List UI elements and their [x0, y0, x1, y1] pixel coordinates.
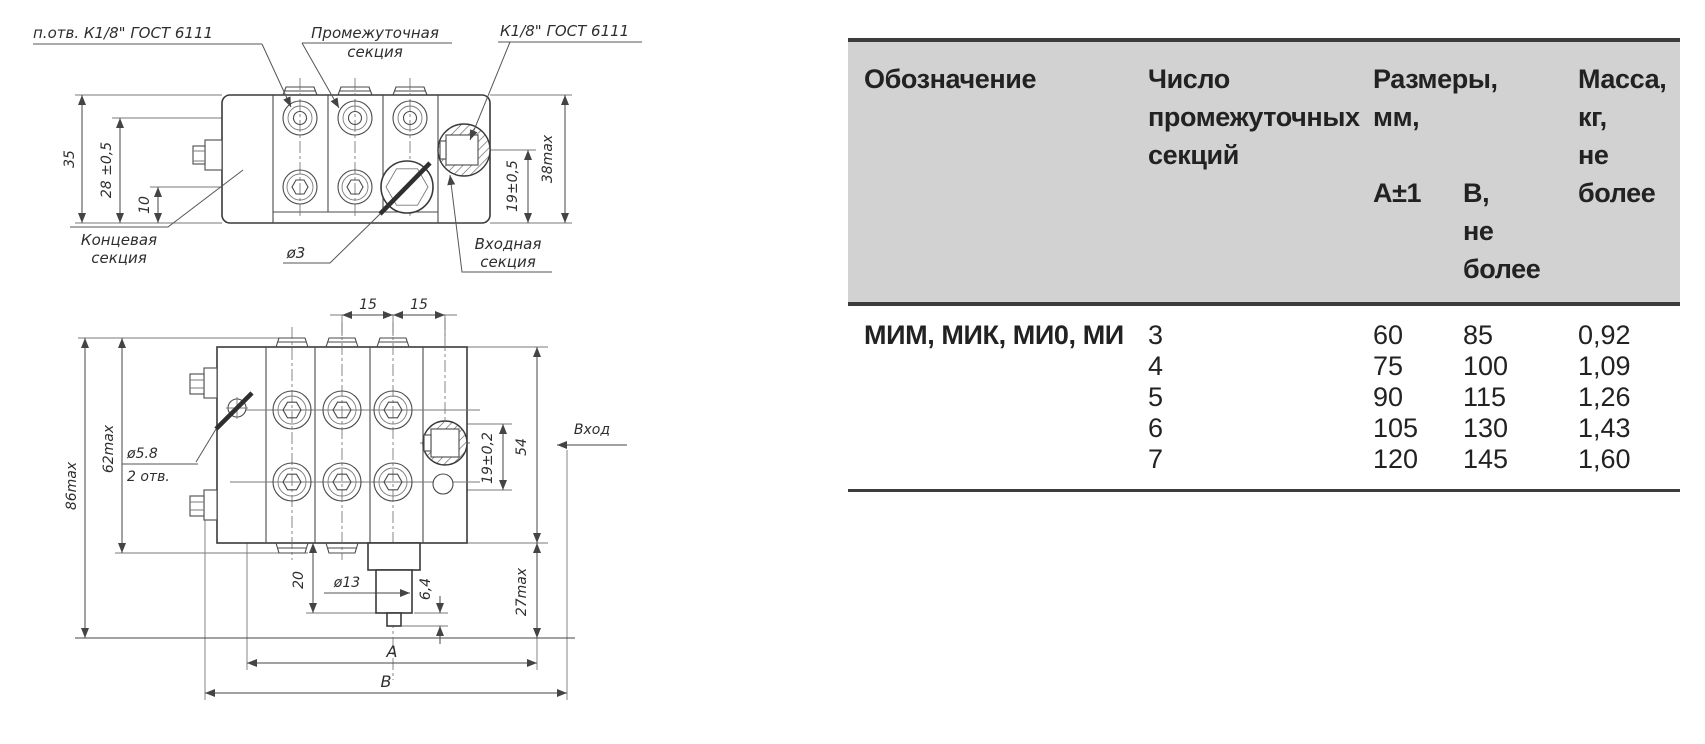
table-row [864, 320, 1680, 351]
designation-cell: МИМ, МИК, МИ0, МИ [864, 320, 1124, 350]
technical-drawing [0, 0, 840, 744]
col-dimensions-line2: мм, [1373, 102, 1420, 132]
dim-a-cell: 75 [1373, 351, 1404, 381]
table-row [864, 351, 1680, 382]
subcol-b-line2: не [1463, 216, 1494, 246]
table-header [848, 38, 1680, 306]
dim-15-left: 15 [359, 297, 377, 313]
subcol-b-header [1463, 174, 1578, 288]
designation-cell [864, 351, 1148, 382]
col-dimensions-line1: Размеры, [1373, 64, 1498, 94]
label-end-section-2: секция [91, 249, 147, 267]
dim-a-cell: 60 [1373, 320, 1404, 350]
mass-cell: 1,09 [1578, 351, 1631, 381]
table-row [864, 413, 1680, 444]
dim-62max: 62max [101, 424, 117, 474]
label-intermediate-section-2: секция [347, 43, 403, 61]
mass-cell: 1,43 [1578, 413, 1631, 443]
col-designation-header: Обозначение [864, 64, 1037, 94]
table-body [848, 306, 1680, 492]
hex-plug [380, 161, 433, 214]
top-view [33, 22, 642, 272]
designation-cell [864, 444, 1148, 475]
col-mass-header [1578, 60, 1680, 288]
outlet-fitting [368, 543, 420, 626]
dim-b-cell: 85 [1463, 320, 1494, 350]
dim-27max: 27max [514, 567, 530, 617]
dim-54: 54 [514, 438, 530, 456]
mass-cell: 0,92 [1578, 320, 1631, 350]
label-intermediate-section-1: Промежуточная [311, 24, 439, 42]
col-dimensions-header [1373, 60, 1578, 288]
designation-cell [864, 413, 1148, 444]
sections-cell: 7 [1148, 444, 1164, 474]
dim-a-cell: 120 [1373, 444, 1419, 474]
sections-cell: 4 [1148, 351, 1164, 381]
label-end-section-1: Концевая [80, 231, 158, 249]
bottom-view-top-studs [276, 338, 409, 347]
label-dia3: ø3 [286, 244, 306, 262]
label-inlet-section-2: секция [480, 253, 536, 271]
bottom-view-bottom-studs [276, 543, 358, 553]
dim-A: A [386, 642, 398, 661]
dim-a-cell: 90 [1373, 382, 1404, 412]
parts-table [848, 38, 1680, 492]
col-sections-line1: Число [1148, 64, 1230, 94]
subcol-a-header: А±1 [1373, 178, 1422, 208]
dim-b-cell: 115 [1463, 382, 1507, 412]
dim-38max: 38max [540, 134, 556, 184]
label-inlet-thread: К1/8" ГОСТ 6111 [500, 22, 630, 40]
label-inlet-section-1: Входная [474, 235, 542, 253]
table-row [864, 444, 1680, 475]
feeder-block-drawing [0, 0, 840, 744]
col-sections-header [1148, 60, 1373, 288]
dim-19-02: 19±0,2 [480, 432, 496, 484]
end-bolt [193, 140, 222, 170]
dimensions-subcolumns [1373, 174, 1578, 288]
dim-hole-count: 2 отв. [127, 469, 170, 485]
col-mass-line1: Масса, [1578, 64, 1667, 94]
dim-10: 10 [137, 196, 153, 214]
subcol-b-line1: В, [1463, 178, 1490, 208]
dim-35: 35 [62, 150, 78, 168]
dim-28: 28 ±0,5 [99, 141, 115, 199]
designation-cell [864, 382, 1148, 413]
table-row [864, 382, 1680, 413]
label-tap-thread: п.отв. К1/8" ГОСТ 6111 [33, 24, 214, 42]
dim-b-cell: 130 [1463, 413, 1509, 443]
sections-cell: 6 [1148, 413, 1164, 443]
mounting-ears [190, 368, 217, 520]
inlet-arrow-label: Вход [573, 422, 611, 438]
mass-cell: 1,26 [1578, 382, 1631, 412]
dim-20: 20 [291, 571, 307, 589]
dim-13: ø13 [333, 575, 361, 591]
inlet-port [438, 124, 490, 176]
col-sections-line3: секций [1148, 140, 1239, 170]
dim-a-cell: 105 [1373, 413, 1419, 443]
sections-cell: 5 [1148, 382, 1164, 412]
subcol-b-line3: более [1463, 254, 1541, 284]
dim-86max: 86max [64, 461, 80, 511]
mass-cell: 1,60 [1578, 444, 1631, 474]
dim-hole-dia: ø5.8 [127, 446, 158, 462]
dim-6-4: 6,4 [418, 577, 434, 601]
dim-15-right: 15 [410, 297, 428, 313]
col-mass-line4: более [1578, 178, 1656, 208]
col-mass-line2: кг, [1578, 102, 1607, 132]
sections-cell: 3 [1148, 320, 1164, 350]
dim-19-05: 19±0,5 [505, 160, 521, 212]
dim-b-cell: 145 [1463, 444, 1509, 474]
dim-b-cell: 100 [1463, 351, 1509, 381]
col-sections-line2: промежуточных [1148, 102, 1360, 132]
dim-B: B [380, 672, 392, 691]
bottom-view [64, 297, 627, 700]
col-mass-line3: не [1578, 140, 1609, 170]
